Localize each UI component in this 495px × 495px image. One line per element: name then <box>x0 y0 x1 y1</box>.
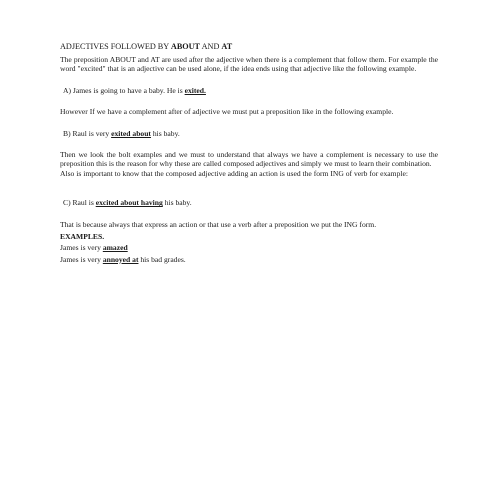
example-line-2: James is very annoyed at his bad grades. <box>60 254 186 264</box>
also-paragraph: Also is important to know that the composed adjective adding an action is used the form ING of verb for example: <box>60 168 408 178</box>
example-line-1: James is very amazed <box>60 243 128 253</box>
examples-heading: EXAMPLES. <box>60 232 105 242</box>
example-b-highlight: exited about <box>111 128 151 138</box>
example-line-1-highlight: amazed <box>102 243 128 253</box>
title-at: AT <box>221 42 233 51</box>
then-paragraph: Then we look the bolt examples and we must to understand that always we have a complement is necessary to use the preposition this is the reason for why these are called composed adjectives and simply we must to learn their combination. <box>60 150 438 169</box>
example-a-highlight: exited. <box>184 85 206 95</box>
example-c-highlight: excited about having <box>95 198 163 208</box>
intro-paragraph: The preposition ABOUT and AT are used after the adjective when there is a complement that follow them. For example the word "excited" that is an adjective can be used alone, if the idea ends using that adjective like the following example. <box>60 55 438 74</box>
document-body <box>60 42 438 264</box>
example-line-2-highlight: annoyed at <box>102 254 139 264</box>
that-paragraph: That is because always that express an action or that use a verb after a preposition we put the ING form. <box>60 219 377 229</box>
example-b: B) Raul is very exited about his baby. <box>63 128 180 138</box>
document-title: ADJECTIVES FOLLOWED BY ABOUT AND AT <box>60 42 233 51</box>
example-c: C) Raul is excited about having his baby. <box>63 198 192 208</box>
however-paragraph: However If we have a complement after of adjective we must put a preposition like in the following example. <box>60 107 394 117</box>
example-a: A) James is going to have a baby. He is exited. <box>63 85 206 95</box>
title-about: ABOUT <box>170 42 201 51</box>
